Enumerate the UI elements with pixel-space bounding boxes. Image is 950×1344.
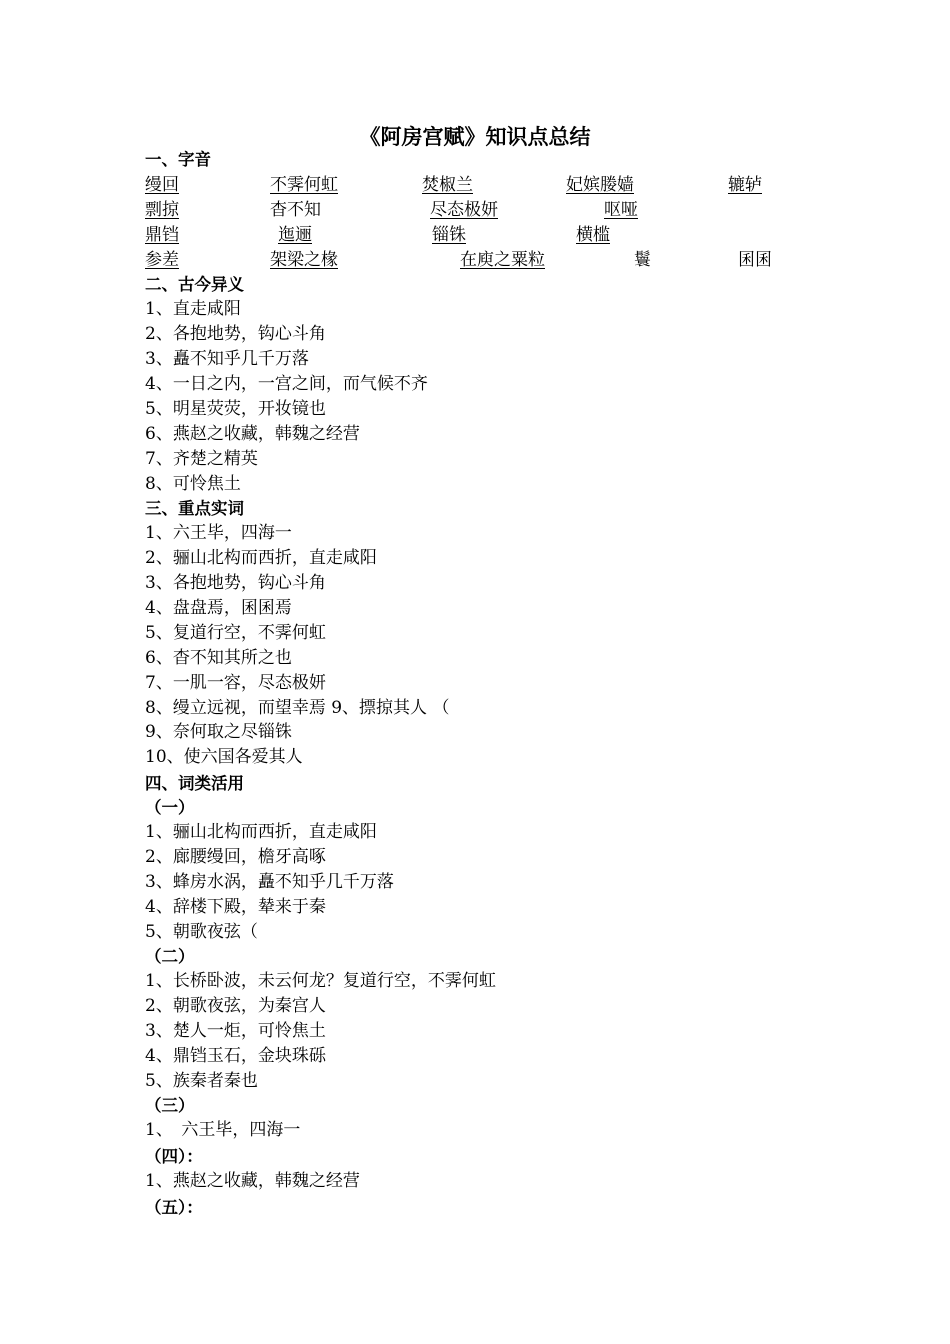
subsection-label: （四）： — [145, 1147, 203, 1166]
list-item: 1、 六王毕，四海一 — [145, 1120, 301, 1140]
pronunciation-term: 缦回 — [145, 175, 179, 195]
pronunciation-term: 锱铢 — [432, 225, 466, 245]
section-heading-ancient-modern: 二、古今异义 — [145, 275, 244, 294]
pronunciation-term: 呕哑 — [604, 200, 638, 220]
pronunciation-term: 焚椒兰 — [422, 175, 473, 195]
list-item: 5、朝歌夜弦（ — [145, 922, 258, 942]
list-item: 1、骊山北构而西折，直走咸阳 — [145, 822, 377, 842]
list-item: 2、各抱地势，钩心斗角 — [145, 324, 326, 344]
list-item: 4、鼎铛玉石，金块珠砾 — [145, 1046, 326, 1066]
list-item: 2、骊山北构而西折，直走咸阳 — [145, 548, 377, 568]
list-item: 2、朝歌夜弦，为秦宫人 — [145, 996, 326, 1016]
list-item: 6、杳不知其所之也 — [145, 648, 292, 668]
list-item: 5、明星荧荧，开妆镜也 — [145, 399, 326, 419]
list-item: 3、楚人一炬，可怜焦土 — [145, 1021, 326, 1041]
pronunciation-term: 鬟 — [634, 250, 651, 270]
list-item: 1、直走咸阳 — [145, 299, 241, 319]
section-heading-key-words: 三、重点实词 — [145, 499, 244, 518]
pronunciation-term: 参差 — [145, 250, 179, 270]
list-item: 5、复道行空，不霁何虹 — [145, 623, 326, 643]
pronunciation-term: 杳不知 — [270, 200, 321, 220]
list-item: 10、使六国各爱其人 — [145, 747, 303, 767]
page-title: 《阿房宫赋》知识点总结 — [359, 124, 591, 149]
pronunciation-term: 在庾之粟粒 — [460, 250, 545, 270]
list-item: 3、各抱地势，钩心斗角 — [145, 573, 326, 593]
list-item: 3、蜂房水涡，矗不知乎几千万落 — [145, 872, 394, 892]
list-item: 1、六王毕，四海一 — [145, 523, 292, 543]
pronunciation-term: 横槛 — [576, 225, 610, 245]
subsection-label: （二） — [145, 947, 195, 966]
list-item: 4、一日之内，一宫之间，而气候不齐 — [145, 374, 428, 394]
section-heading-word-class: 四、词类活用 — [145, 774, 244, 793]
list-item: 1、燕赵之收藏，韩魏之经营 — [145, 1171, 360, 1191]
pronunciation-term: 不霁何虹 — [270, 175, 338, 195]
list-item: 8、可怜焦土 — [145, 474, 241, 494]
pronunciation-term: 妃嫔媵嫱 — [566, 175, 634, 195]
pronunciation-term: 囷囷 — [738, 250, 772, 270]
list-item: 9、奈何取之尽锱铢 — [145, 722, 292, 742]
pronunciation-term: 辘轳 — [728, 175, 762, 195]
pronunciation-term: 架梁之椽 — [270, 250, 338, 270]
list-item: 4、辞楼下殿，辇来于秦 — [145, 897, 326, 917]
section-heading-pronunciation: 一、字音 — [145, 150, 211, 169]
list-item: 3、矗不知乎几千万落 — [145, 349, 309, 369]
list-item: 2、廊腰缦回，檐牙高啄 — [145, 847, 326, 867]
list-item: 6、燕赵之收藏，韩魏之经营 — [145, 424, 360, 444]
pronunciation-term: 尽态极妍 — [430, 200, 498, 220]
subsection-label: （一） — [145, 798, 195, 817]
pronunciation-term: 鼎铛 — [145, 225, 179, 245]
list-item: 8、缦立远视，而望幸焉 9、摽掠其人 （ — [145, 698, 450, 718]
list-item: 4、盘盘焉，囷囷焉 — [145, 598, 292, 618]
list-item: 7、齐楚之精英 — [145, 449, 258, 469]
subsection-label: （三） — [145, 1096, 195, 1115]
list-item: 1、长桥卧波，未云何龙？复道行空，不霁何虹 — [145, 971, 496, 991]
pronunciation-term: 迤逦 — [278, 225, 312, 245]
list-item: 7、一肌一容，尽态极妍 — [145, 673, 326, 693]
pronunciation-term: 剽掠 — [145, 200, 179, 220]
list-item: 5、族秦者秦也 — [145, 1071, 258, 1091]
subsection-label: （五）： — [145, 1198, 203, 1217]
